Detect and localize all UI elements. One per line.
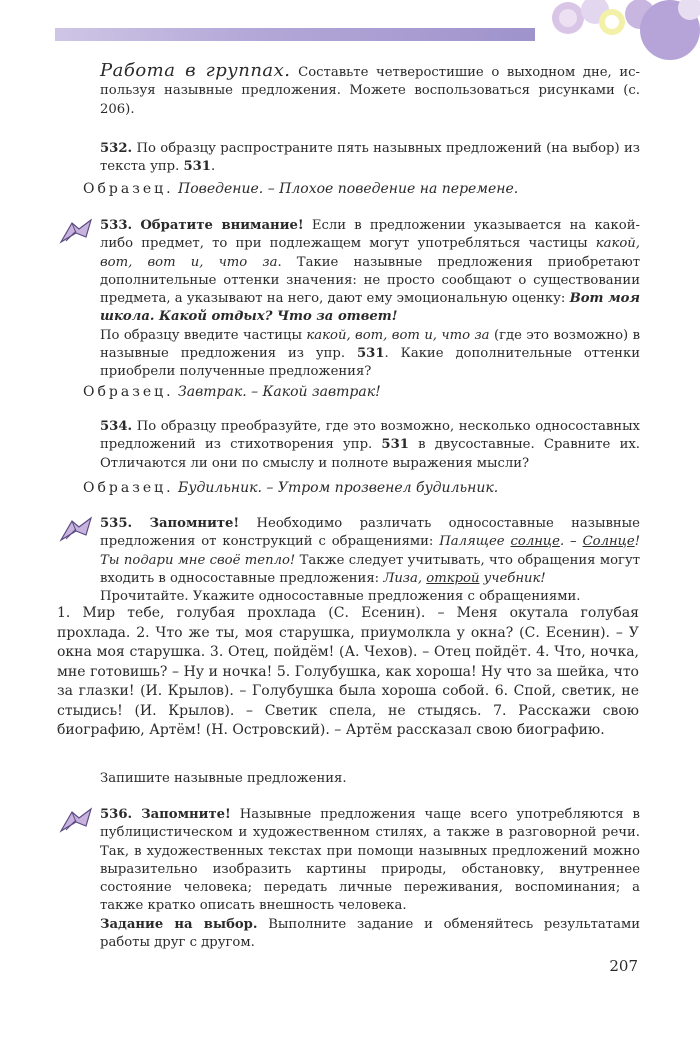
- exercise-text: Прочитайте. Укажите односоставные предложения с обращениями.: [100, 589, 581, 605]
- exercise-text: По образцу распространите пять назывных предложений (на выбор) из текста упр.: [100, 141, 640, 175]
- particles-italic: какой, вот, вот и, что за: [306, 327, 490, 343]
- decorative-circles: [540, 0, 700, 60]
- example-text: 1. Мир тебе, голубая прохлада (С. Есенин). – Меня окутала голубая прохлада. 2. Что же ты, моя старушка, приумолкла у окна? (С. Есенин). – У окна моя старушка. 3. Отец, пойдём! (А. Чехов). – Отец пойдёт. 4. Что, ночка, мне готовишь? – Ну и ночка! 5. Голубушка, как хороша! Ну что за шейка, что за глазки! (И. Крылов). – Голубушка была хороша собой. 6. Спой, светик, не стыдись! (И. Крылов). – Светик спела, не стыдясь. 7. Расскажи свою биографию, Артём! (Н. Островский). – Артём рассказал свою биографию.: [57, 605, 639, 738]
- remember-label: Запомните!: [149, 516, 240, 531]
- exercise-text-end: .: [210, 159, 216, 175]
- exercise-text: в двусоставные. Сравните их. Отличаются ли они по смыслу и полноте выражения мысли?: [100, 437, 640, 471]
- exercise-text: (где это возможно) в назывные предложения из упр.: [100, 327, 640, 362]
- example-underlined: солнце: [510, 534, 560, 550]
- exercise-number: 533.: [100, 218, 133, 233]
- exercise-533: [100, 217, 640, 382]
- exercise-ref: 531: [381, 437, 409, 453]
- sample-533: [83, 384, 381, 400]
- example-italic: учебник!: [479, 570, 546, 586]
- example-italic: . –: [559, 534, 583, 550]
- particles-italic: какой, вот, вот и, что за: [100, 236, 640, 270]
- group-work-heading: Работа в группах.: [100, 60, 291, 81]
- remember-icon: [58, 515, 94, 543]
- exercise-number: 534.: [100, 419, 133, 434]
- example-italic: ! Ты подари мне своё тепло!: [100, 534, 640, 568]
- task-535: Запишите назывные предложения.: [100, 771, 347, 786]
- exercise-ref: 531: [183, 159, 211, 175]
- sample-text: Будильник. – Утром прозвенел будильник.: [178, 480, 499, 496]
- exercise-text: По образцу преобразуйте, где это возможно, несколько односоставных предложений из стихотворения упр.: [100, 419, 640, 453]
- exercise-text: По образцу введите частицы: [100, 327, 307, 343]
- exercise-text: Необходимо различать односоставные назывные предложения от конструкций с обращениями:: [100, 516, 640, 550]
- page-number: 207: [609, 957, 638, 975]
- exercise-text: Выполните задание и обменяйтесь результатами работы друг с другом.: [100, 916, 640, 951]
- sample-532: [83, 181, 518, 197]
- sample-label: Образец.: [83, 181, 174, 197]
- exercise-text: Также следует учитывать, что обращения могут входить в односоставные предложения:: [100, 552, 641, 586]
- sample-label: Образец.: [83, 480, 174, 496]
- example-underlined: Солнце: [582, 534, 635, 550]
- sample-534: [83, 480, 498, 496]
- example-italic: Лиза,: [383, 570, 427, 586]
- exercise-535: [100, 515, 640, 606]
- examples-bold-italic: Вот моя школа. Какой отдых? Что за ответ!: [100, 291, 640, 325]
- remember-label: Запомните!: [141, 807, 231, 822]
- sample-text: Завтрак. – Какой завтрак!: [178, 384, 381, 400]
- exercise-number: 536.: [100, 807, 133, 822]
- group-work-text: Составьте четверостишие о выходном дне, ис-пользуя назывные предложения. Можете воспользоваться рисунками (с. 206).: [100, 65, 640, 117]
- sample-text: Поведение. – Плохое поведение на перемене.: [178, 181, 519, 197]
- exercise-number: 532.: [100, 141, 133, 156]
- exercise-text: Назывные предложения чаще всего употребляются в публицистическом и художественном стилях, а также в разговорной речи. Так, в художественных текстах при помощи назывных предложений можно выразительно изобразить картины природы, обстановку, внутреннее состояние человека; передать личные переживания, воспоминания; а также кратко описать внешность человека.: [100, 807, 640, 914]
- exercise-text: . Такие назывные предложения приобретают дополнительные оттенки значения: не просто сообщают о существовании предмета, а указывают на него, дают ему эмоциональную оценку:: [100, 254, 641, 307]
- exercise-536: [100, 806, 640, 952]
- attention-label: Обратите внимание!: [140, 218, 304, 233]
- sample-label: Образец.: [83, 384, 174, 400]
- attention-icon: [58, 217, 94, 245]
- header-bar: [55, 28, 535, 41]
- example-italic: Палящее: [439, 534, 511, 550]
- exercise-text: Если в предложении указывается на какой-либо предмет, то при подлежащем могут употребляться частицы: [100, 218, 640, 252]
- exercise-number: 535.: [100, 516, 133, 531]
- exercise-532: [100, 140, 640, 177]
- group-work-task: [100, 62, 640, 119]
- choice-task-label: Задание на выбор.: [100, 916, 258, 932]
- remember-icon: [58, 806, 94, 834]
- exercise-ref: 531: [356, 346, 385, 362]
- exercise-534: [100, 418, 640, 473]
- exercise-text: . Какие дополнительные оттенки приобрели полученные предложения?: [100, 346, 640, 380]
- example-underlined: открой: [426, 570, 480, 586]
